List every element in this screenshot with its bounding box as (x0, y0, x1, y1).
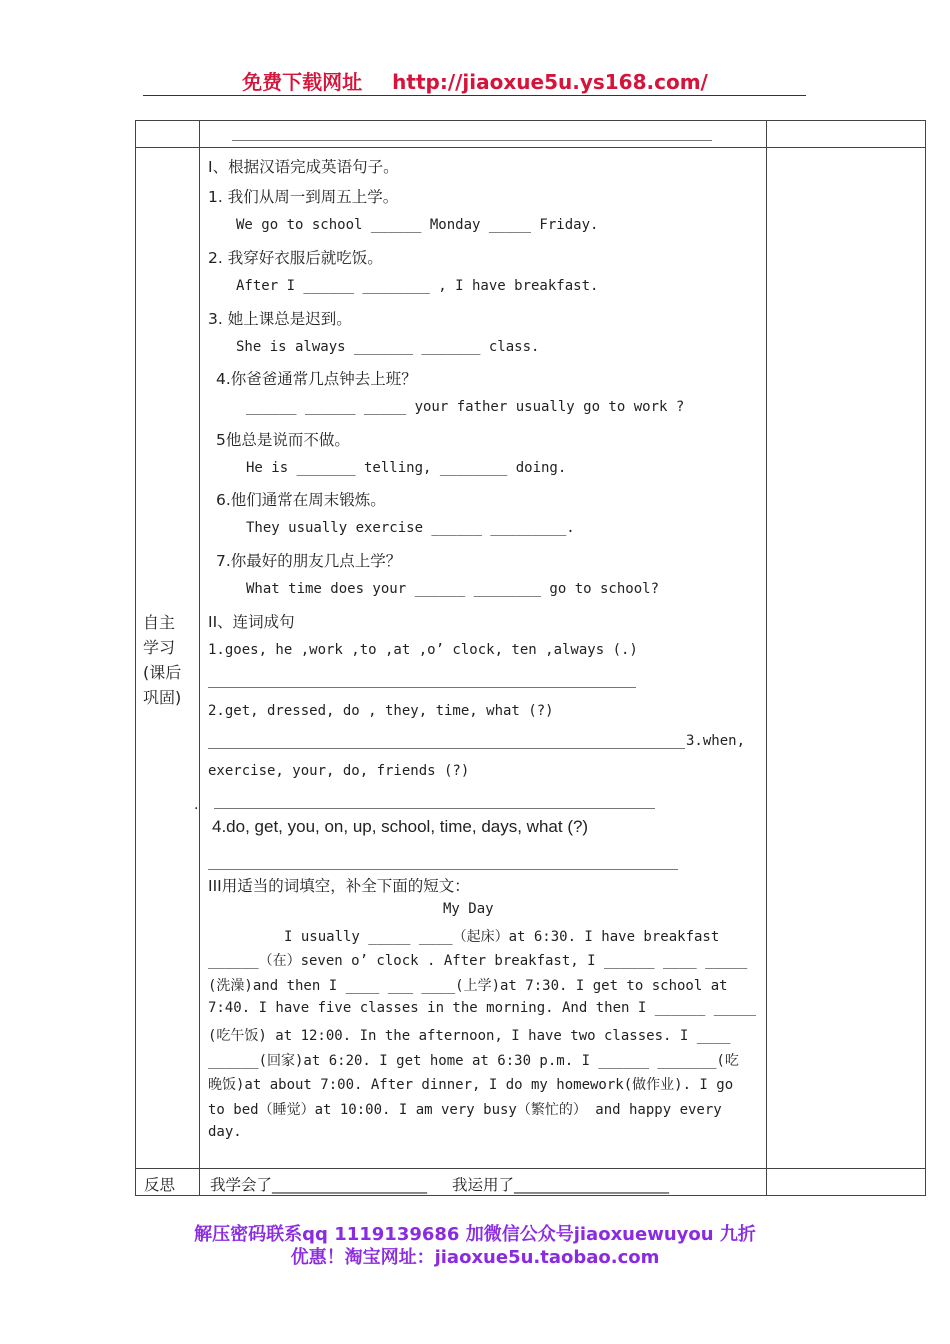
section2-heading: II、连词成句 (208, 613, 295, 631)
header-title: 免费下载网址 (242, 70, 363, 94)
cell-top-left (135, 120, 200, 148)
exercise6-zh: 6.他们通常在周末锻炼。 (216, 491, 386, 509)
passage-line: (洗澡)and then I ____ ___ ____(上学)at 7:30. I get to school at (208, 978, 728, 994)
exercise7-zh: 7.你最好的朋友几点上学？ (216, 552, 402, 570)
passage-line: 7:40. I have five classes in the morning. And then I ______ _____ (208, 1000, 756, 1016)
side-label-line: (课后 (143, 663, 182, 682)
exercise5-zh: 5他总是说而不做。 (216, 431, 350, 449)
side-label-line: 自主 (143, 613, 176, 632)
reorder-q3: exercise, your, do, friends (?) (208, 763, 470, 779)
side-label (143, 610, 193, 710)
section1-heading: I、根据汉语完成英语句子。 (208, 158, 399, 176)
reorder-q1: 1.goes, he ,work ,to ,at ,o’ clock, ten ,always (.) (208, 642, 638, 658)
passage-line: ______(回家)at 6:20. I get home at 6:30 p.m. I ______ _______(吃 (208, 1053, 739, 1069)
footer-line-2: 优惠！淘宝网址：jiaoxue5u.taobao.com (290, 1247, 660, 1268)
reorder-q2: 2.get, dressed, do , they, time, what (?) (208, 703, 554, 719)
exercise1-en: We go to school ______ Monday _____ Friday. (236, 217, 599, 233)
reflection-label: 反思 (144, 1176, 176, 1194)
exercise3-en: She is always _______ _______ class. (236, 339, 540, 355)
passage-title: My Day (443, 901, 494, 917)
answer-line (208, 869, 678, 870)
reorder-q4: 4.do, get, you, on, up, school, time, days, what (?) (212, 817, 589, 836)
passage-line: to bed（睡觉）at 10:00. I am very busy（繁忙的） and happy every (208, 1102, 722, 1118)
exercise4-en: ______ ______ _____ your father usually go to work ? (246, 399, 685, 415)
exercise1-zh: 1. 我们从周一到周五上学。 (208, 188, 399, 206)
exercise5-en: He is _______ telling, ________ doing. (246, 460, 567, 476)
exercise4-zh: 4.你爸爸通常几点钟去上班？ (216, 370, 417, 388)
answer-line (208, 687, 636, 688)
header-url[interactable]: http://jiaoxue5u.ys168.com/ (392, 70, 708, 94)
reflection-applied: 我运用了____________________ (452, 1176, 670, 1194)
answer-line (214, 808, 655, 809)
section3-heading: III用适当的词填空，补全下面的短文： (208, 877, 470, 895)
exercise2-en: After I ______ ________ , I have breakfast. (236, 278, 599, 294)
header-divider (143, 95, 806, 96)
answer-line (208, 748, 685, 749)
passage-line: 晚饭)at about 7:00. After dinner, I do my homework(做作业). I go (208, 1077, 734, 1093)
passage-line: day. (208, 1124, 242, 1140)
stray-dot: . (194, 797, 199, 813)
cell-top-middle (199, 120, 767, 148)
cell-reflection-notes (766, 1168, 926, 1196)
side-label-line: 巩固) (143, 688, 182, 707)
page-header (145, 66, 805, 94)
footer-line-1: 解压密码联系qq 1119139686 加微信公众号jiaoxuewuyou 九折 (194, 1224, 756, 1245)
reflection-learned: 我学会了____________________ (210, 1176, 428, 1194)
passage-line: ______（在）seven o’ clock . After breakfast, I ______ ____ _____ (208, 953, 748, 969)
reorder-q3-start: 3.when, (686, 733, 746, 749)
top-blank-line (232, 140, 712, 141)
exercise6-en: They usually exercise ______ _________. (246, 520, 575, 536)
cell-notes (766, 147, 926, 1169)
passage-line: (吃午饭) at 12:00. In the afternoon, I have two classes. I ____ (208, 1028, 731, 1044)
exercise3-zh: 3. 她上课总是迟到。 (208, 310, 352, 328)
cell-top-right (766, 120, 926, 148)
exercise7-en: What time does your ______ ________ go to school? (246, 581, 660, 597)
side-label-line: 学习 (143, 638, 176, 657)
passage-line: I usually _____ ____（起床）at 6:30. I have breakfast (284, 929, 720, 945)
exercise2-zh: 2. 我穿好衣服后就吃饭。 (208, 249, 383, 267)
